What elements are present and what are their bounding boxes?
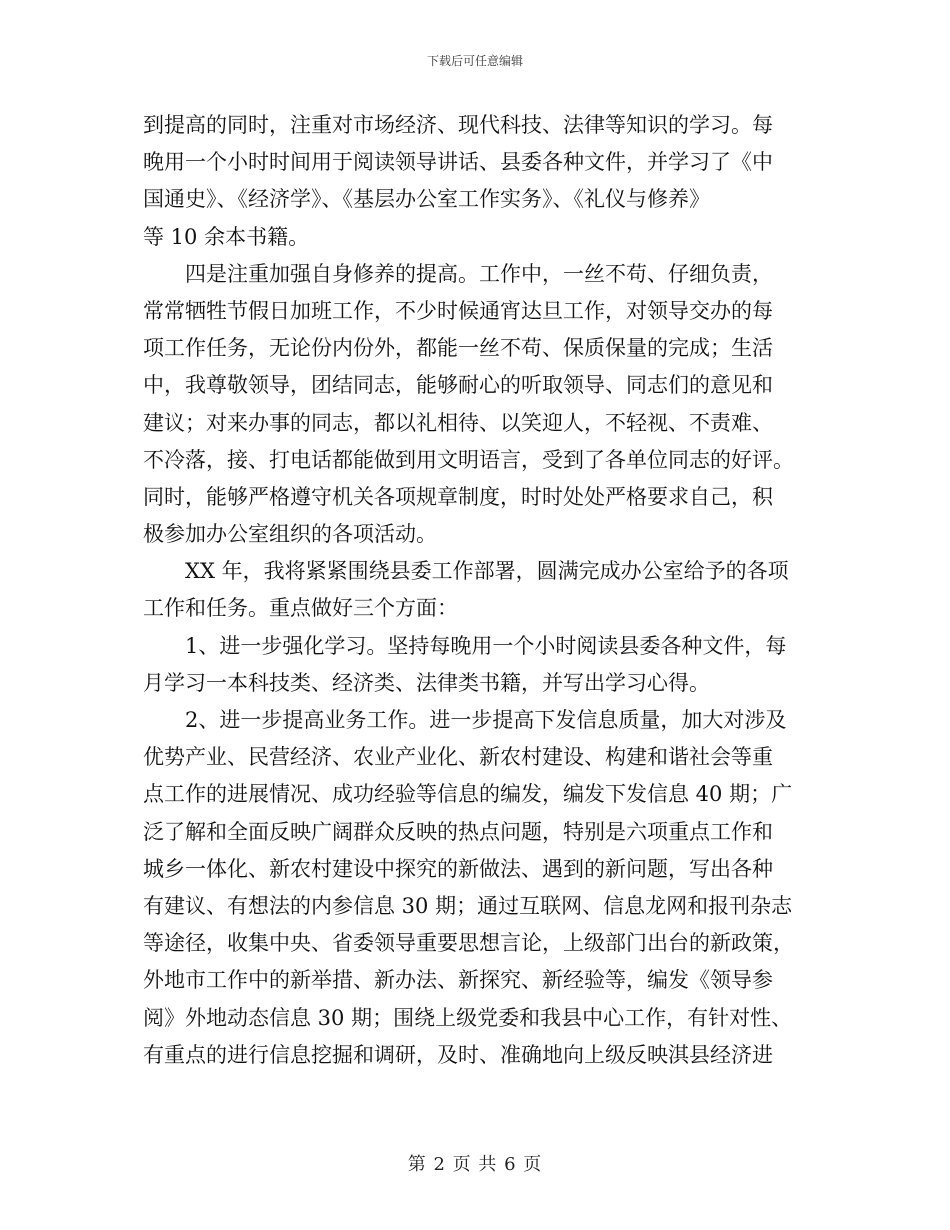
- paragraph: [143, 628, 813, 702]
- page-number-footer: 第 2 页 共 6 页: [407, 1154, 543, 1175]
- paragraph: [143, 107, 813, 256]
- paragraph: [143, 553, 813, 627]
- text-line: 中，我尊敬领导，团结同志，能够耐心的听取领导、同志们的意见和: [143, 373, 773, 398]
- text-line: 优势产业、民营经济、农业产业化、新农村建设、构建和谐社会等重: [143, 745, 773, 770]
- text-line: 建议；对来办事的同志，都以礼相待、以笑迎人，不轻视、不责难、: [143, 410, 773, 435]
- text-line: 极参加办公室组织的各项活动。: [143, 522, 437, 547]
- text-line: 四是注重加强自身修养的提高。工作中，一丝不苟、仔细负责，: [185, 261, 773, 286]
- text-line: 点工作的进展情况、成功经验等信息的编发，编发下发信息 40 期；广: [143, 782, 793, 807]
- text-line: 晚用一个小时时间用于阅读领导讲话、县委各种文件，并学习了《中: [143, 150, 773, 175]
- text-line: 月学习一本科技类、经济类、法律类书籍，并写出学习心得。: [143, 670, 710, 695]
- text-line: 阅》外地动态信息 30 期；围绕上级党委和我县中心工作，有针对性、: [143, 1005, 793, 1030]
- paragraph: [143, 702, 813, 1074]
- text-line: 常常牺牲节假日加班工作，不少时候通宵达旦工作，对领导交办的每: [143, 298, 773, 323]
- text-line: 工作和任务。重点做好三个方面：: [143, 596, 458, 621]
- text-line: 等途径，收集中央、省委领导重要思想言论，上级部门出台的新政策，: [143, 931, 794, 956]
- text-line: 国通史》、《经济学》、《基层办公室工作实务》、《礼仪与修养》: [143, 187, 710, 212]
- text-line: 不冷落，接、打电话都能做到用文明语言，受到了各单位同志的好评。: [143, 447, 794, 472]
- text-line: 到提高的同时，注重对市场经济、现代科技、法律等知识的学习。每: [143, 113, 773, 137]
- text-line: 城乡一体化、新农村建设中探究的新做法、遇到的新问题，写出各种: [143, 856, 773, 881]
- text-line: 外地市工作中的新举措、新办法、新探究、新经验等，编发《领导参: [143, 968, 773, 993]
- text-line: 2、进一步提高业务工作。进一步提高下发信息质量，加大对涉及: [185, 708, 787, 732]
- paragraph: [143, 256, 813, 554]
- text-line: 1、进一步强化学习。坚持每晚用一个小时阅读县委各种文件，每: [185, 633, 787, 658]
- document-body: [143, 107, 813, 1074]
- text-line: 泛了解和全面反映广阔群众反映的热点问题，特别是六项重点工作和: [143, 819, 773, 844]
- text-line: 有建议、有想法的内参信息 30 期；通过互联网、信息龙网和报刊杂志: [143, 893, 793, 918]
- text-line: 有重点的进行信息挖掘和调研，及时、准确地向上级反映淇县经济进: [143, 1042, 773, 1067]
- page-header-note: 下载后可任意编辑: [426, 54, 523, 68]
- text-line: XX 年，我将紧紧围绕县委工作部署，圆满完成办公室给予的各项: [185, 559, 789, 584]
- text-line: 等 10 余本书籍。: [143, 224, 310, 249]
- text-line: 同时，能够严格遵守机关各项规章制度，时时处处严格要求自己，积: [143, 484, 773, 509]
- text-line: 项工作任务，无论份内份外，都能一丝不苟、保质保量的完成；生活: [143, 336, 773, 361]
